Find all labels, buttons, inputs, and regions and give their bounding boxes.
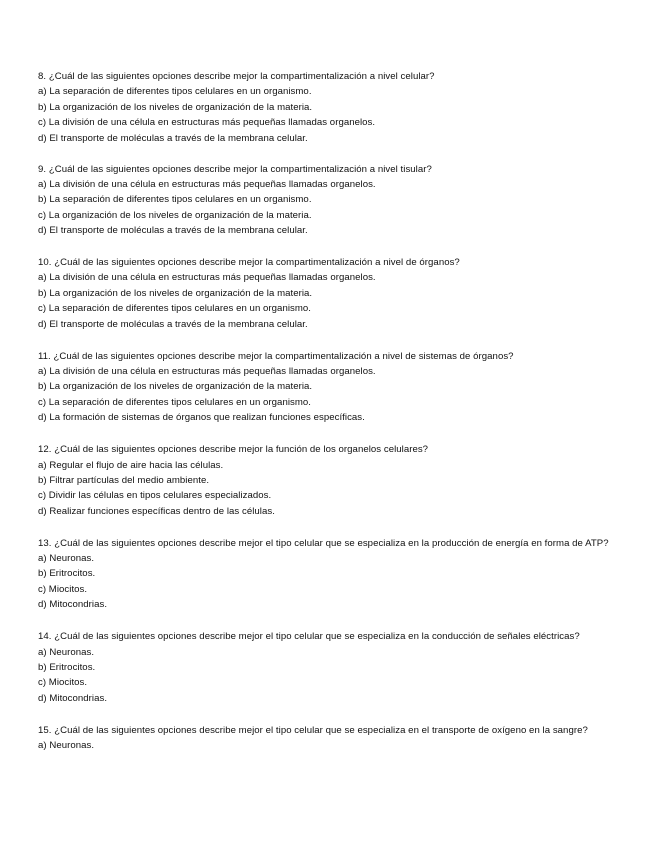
question-text: 14. ¿Cuál de las siguientes opciones describe mejor el tipo celular que se especializa en la conducción de señales eléctricas?: [38, 631, 580, 643]
option-d: d) La formación de sistemas de órganos que realizan funciones específicas.: [38, 412, 365, 424]
question-12: [38, 442, 618, 519]
option-c: c) La separación de diferentes tipos celulares en un organismo.: [38, 396, 311, 408]
option-d: d) Realizar funciones específicas dentro de las células.: [38, 505, 275, 517]
question-text: 9. ¿Cuál de las siguientes opciones describe mejor la compartimentalización a nivel tisular?: [38, 163, 432, 175]
question-15: [38, 723, 618, 754]
option-c: c) Miocitos.: [38, 677, 88, 689]
question-9: [38, 162, 618, 239]
option-b: b) La separación de diferentes tipos celulares en un organismo.: [38, 194, 312, 206]
question-13: [38, 536, 618, 613]
option-a: a) Regular el flujo de aire hacia las células.: [38, 459, 224, 471]
option-d: d) El transporte de moléculas a través de la membrana celular.: [38, 225, 308, 237]
option-a: a) La separación de diferentes tipos celulares en un organismo.: [38, 86, 312, 98]
question-text: 15. ¿Cuál de las siguientes opciones describe mejor el tipo celular que se especializa en el transporte de oxígeno en la sangre?: [38, 724, 588, 736]
option-a: a) Neuronas.: [38, 646, 95, 658]
option-d: d) El transporte de moléculas a través de la membrana celular.: [38, 318, 308, 330]
question-text: 8. ¿Cuál de las siguientes opciones describe mejor la compartimentalización a nivel celular?: [38, 71, 435, 82]
option-c: c) Dividir las células en tipos celulares especializados.: [38, 490, 272, 502]
option-c: c) La organización de los niveles de organización de la materia.: [38, 209, 312, 221]
option-b: b) Filtrar partículas del medio ambiente.: [38, 474, 210, 486]
quiz-page: [38, 69, 618, 770]
question-11: [38, 349, 618, 426]
option-b: b) La organización de los niveles de organización de la materia.: [38, 287, 313, 299]
question-text: 12. ¿Cuál de las siguientes opciones describe mejor la función de los organelos celulares?: [38, 444, 429, 456]
option-a: a) Neuronas.: [38, 740, 95, 752]
option-a: a) La división de una célula en estructuras más pequeñas llamadas organelos.: [38, 272, 376, 284]
option-d: d) Mitocondrias.: [38, 599, 108, 611]
question-14: [38, 629, 618, 706]
option-d: d) Mitocondrias.: [38, 692, 108, 704]
option-c: c) La separación de diferentes tipos celulares en un organismo.: [38, 303, 311, 315]
option-d: d) El transporte de moléculas a través de la membrana celular.: [38, 132, 308, 144]
option-a: a) Neuronas.: [38, 553, 95, 565]
option-b: b) Eritrocitos.: [38, 662, 96, 673]
question-8: [38, 69, 618, 146]
option-b: b) La organización de los niveles de organización de la materia.: [38, 101, 313, 113]
option-a: a) La división de una célula en estructuras más pequeñas llamadas organelos.: [38, 366, 376, 377]
question-text: 13. ¿Cuál de las siguientes opciones describe mejor el tipo celular que se especializa en la producción de energía en forma de ATP?: [38, 537, 609, 549]
question-10: [38, 255, 618, 332]
option-a: a) La división de una célula en estructuras más pequeñas llamadas organelos.: [38, 178, 376, 190]
option-b: b) La organización de los niveles de organización de la materia.: [38, 381, 313, 393]
option-b: b) Eritrocitos.: [38, 568, 96, 580]
question-text: 10. ¿Cuál de las siguientes opciones describe mejor la compartimentalización a nivel de órganos?: [38, 257, 460, 269]
option-c: c) Miocitos.: [38, 583, 88, 595]
option-c: c) La división de una célula en estructuras más pequeñas llamadas organelos.: [38, 117, 376, 129]
question-text: 11. ¿Cuál de las siguientes opciones describe mejor la compartimentalización a nivel de sistemas de órganos?: [38, 350, 514, 362]
